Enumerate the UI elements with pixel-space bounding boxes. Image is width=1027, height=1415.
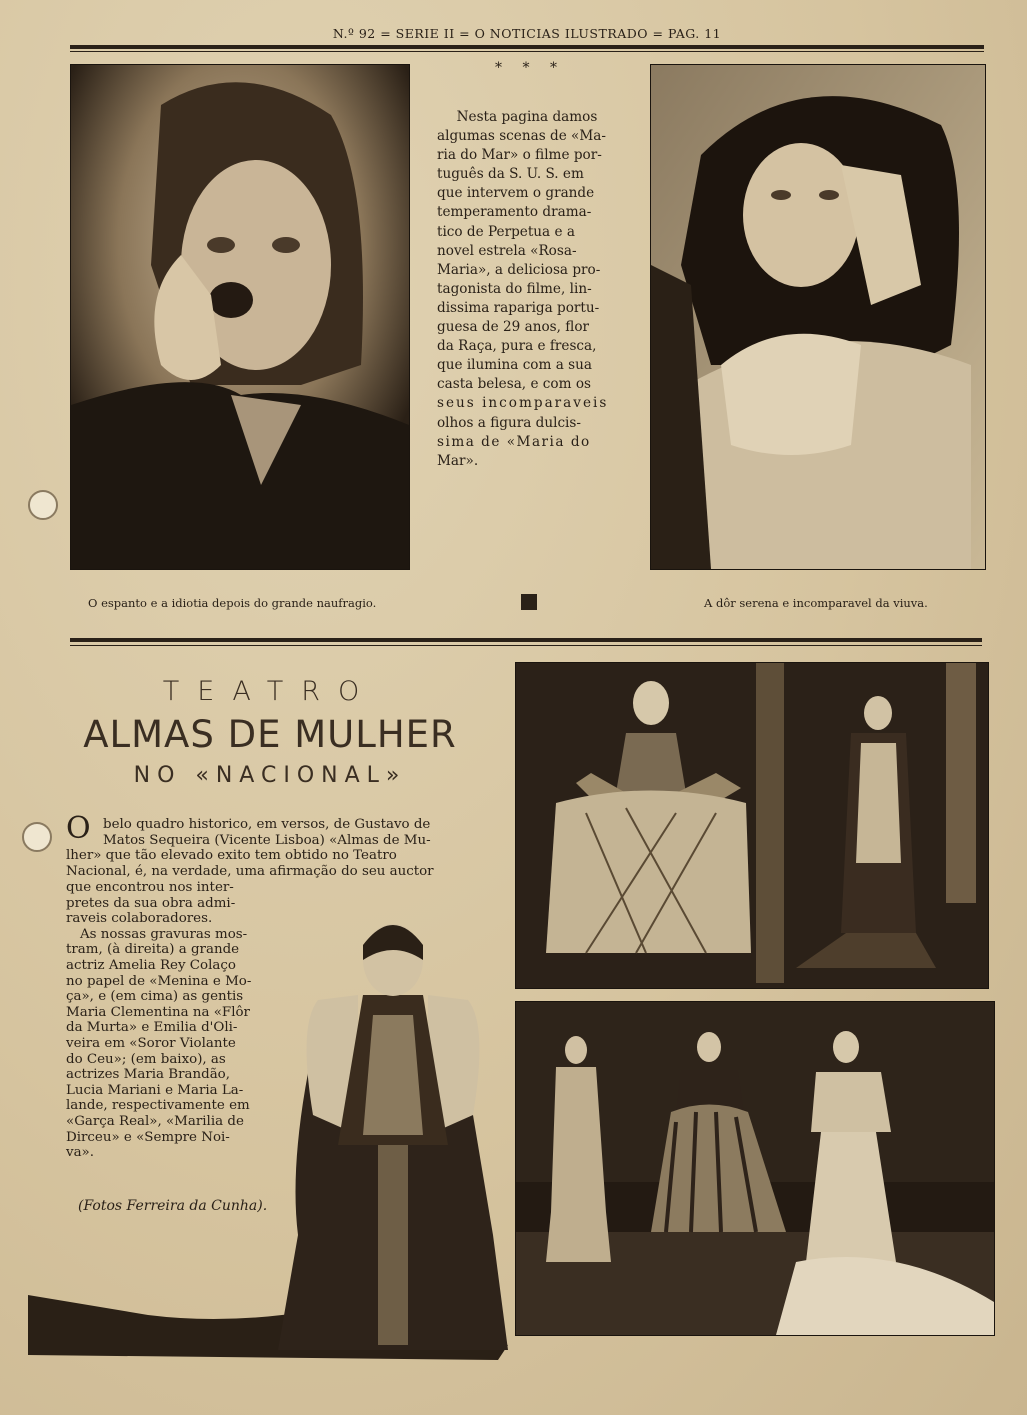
body-line: Dirceu» e «Sempre Noi- xyxy=(66,1129,230,1145)
body-line: veira em «Soror Violante xyxy=(66,1035,236,1051)
body-line: Nacional, é, na verdade, uma afirmação do seu auctor xyxy=(66,863,434,879)
article-subtitle: NO «NACIONAL» xyxy=(133,763,407,788)
body-line: lande, respectivamente em xyxy=(66,1098,250,1114)
body-line: Lucia Mariani e Maria La- xyxy=(66,1082,244,1098)
body-line: tram, (à direita) a grande xyxy=(66,942,240,958)
header-rule xyxy=(70,45,984,49)
caption-right-photo: A dôr serena e incomparavel da viuva. xyxy=(704,596,928,610)
intro-line: olhos a figura dulcis- xyxy=(437,414,581,431)
body-line: pretes da sua obra admi- xyxy=(66,895,236,911)
square-bullet xyxy=(521,594,537,610)
intro-line: Nesta pagina damos xyxy=(456,109,598,125)
intro-line: sima de «Maria do xyxy=(437,433,591,450)
header-rule-thin xyxy=(70,51,984,52)
body-line: actriz Amelia Rey Colaço xyxy=(66,957,236,973)
body-line: Matos Sequeira (Vicente Lisboa) «Almas de Mu- xyxy=(103,832,431,848)
article-title: ALMAS DE MULHER xyxy=(83,713,457,756)
section-rule xyxy=(70,638,982,642)
body-line: actrizes Maria Brandão, xyxy=(66,1067,230,1083)
intro-line: ria do Mar» o filme por- xyxy=(437,147,602,164)
photo-widow-grief xyxy=(650,64,986,570)
intro-line: casta belesa, e com os xyxy=(437,376,591,393)
intro-line: tico de Perpetua e a xyxy=(437,223,575,240)
body-line: «Garça Real», «Marilia de xyxy=(66,1113,244,1129)
body-line: que encontrou nos inter- xyxy=(66,880,234,895)
intro-line: algumas scenas de «Ma- xyxy=(437,128,606,145)
intro-line: temperamento drama- xyxy=(437,204,592,221)
page-header: N.º 92 = SERIE II = O NOTICIAS ILUSTRADO = PAG. 11 xyxy=(332,26,722,41)
body-line: belo quadro historico, em versos, de Gustavo de xyxy=(103,817,431,832)
article-wide-lines xyxy=(66,848,476,879)
body-line: va». xyxy=(66,1145,94,1161)
photo-stage-flor-da-murta xyxy=(515,662,989,989)
body-line: ça», e (em cima) as gentis xyxy=(66,989,244,1005)
intro-paragraph xyxy=(437,108,617,471)
intro-line: tuguês da S. U. S. em xyxy=(437,166,584,183)
intro-line: que ilumina com a sua xyxy=(437,357,592,374)
caption-left-photo: O espanto e a idiotia depois do grande naufragio. xyxy=(88,596,377,610)
intro-line: guesa de 29 anos, flor xyxy=(437,319,590,336)
photo-amelia-rey-colaco xyxy=(28,905,514,1360)
intro-line: novel estrela «Rosa- xyxy=(437,242,577,259)
body-line: As nossas gravuras mos- xyxy=(80,926,248,942)
photo-perpetua-shock xyxy=(70,64,410,570)
punch-hole-top xyxy=(28,490,58,520)
article-kicker: TEATRO xyxy=(162,676,378,707)
body-line: no papel de «Menina e Mo- xyxy=(66,973,252,989)
ornament-stars: * * * xyxy=(495,60,565,76)
intro-line: que intervem o grande xyxy=(437,185,595,202)
punch-hole-bottom xyxy=(22,822,52,852)
section-rule-thin xyxy=(70,645,982,646)
intro-line: dissima rapariga portu- xyxy=(437,299,600,316)
photo-stage-three-actresses xyxy=(515,1001,995,1336)
drop-cap: O xyxy=(66,811,91,846)
body-line: Maria Clementina na «Flôr xyxy=(66,1004,250,1020)
body-line: raveis colaboradores. xyxy=(66,911,213,927)
intro-line: da Raça, pura e fresca, xyxy=(437,338,597,355)
intro-line: Maria», a deliciosa pro- xyxy=(437,261,601,278)
intro-line: seus incomparaveis xyxy=(437,395,609,412)
photo-credit: (Fotos Ferreira da Cunha). xyxy=(78,1198,268,1214)
intro-line: Mar». xyxy=(437,452,479,469)
article-lead-lines xyxy=(103,817,476,848)
body-line: do Ceu»; (em baixo), as xyxy=(66,1051,226,1067)
body-line: lher» que tão elevado exito tem obtido no Teatro xyxy=(66,848,397,863)
body-line: da Murta» e Emilia d'Oli- xyxy=(66,1020,238,1036)
intro-line: tagonista do filme, lin- xyxy=(437,280,592,297)
